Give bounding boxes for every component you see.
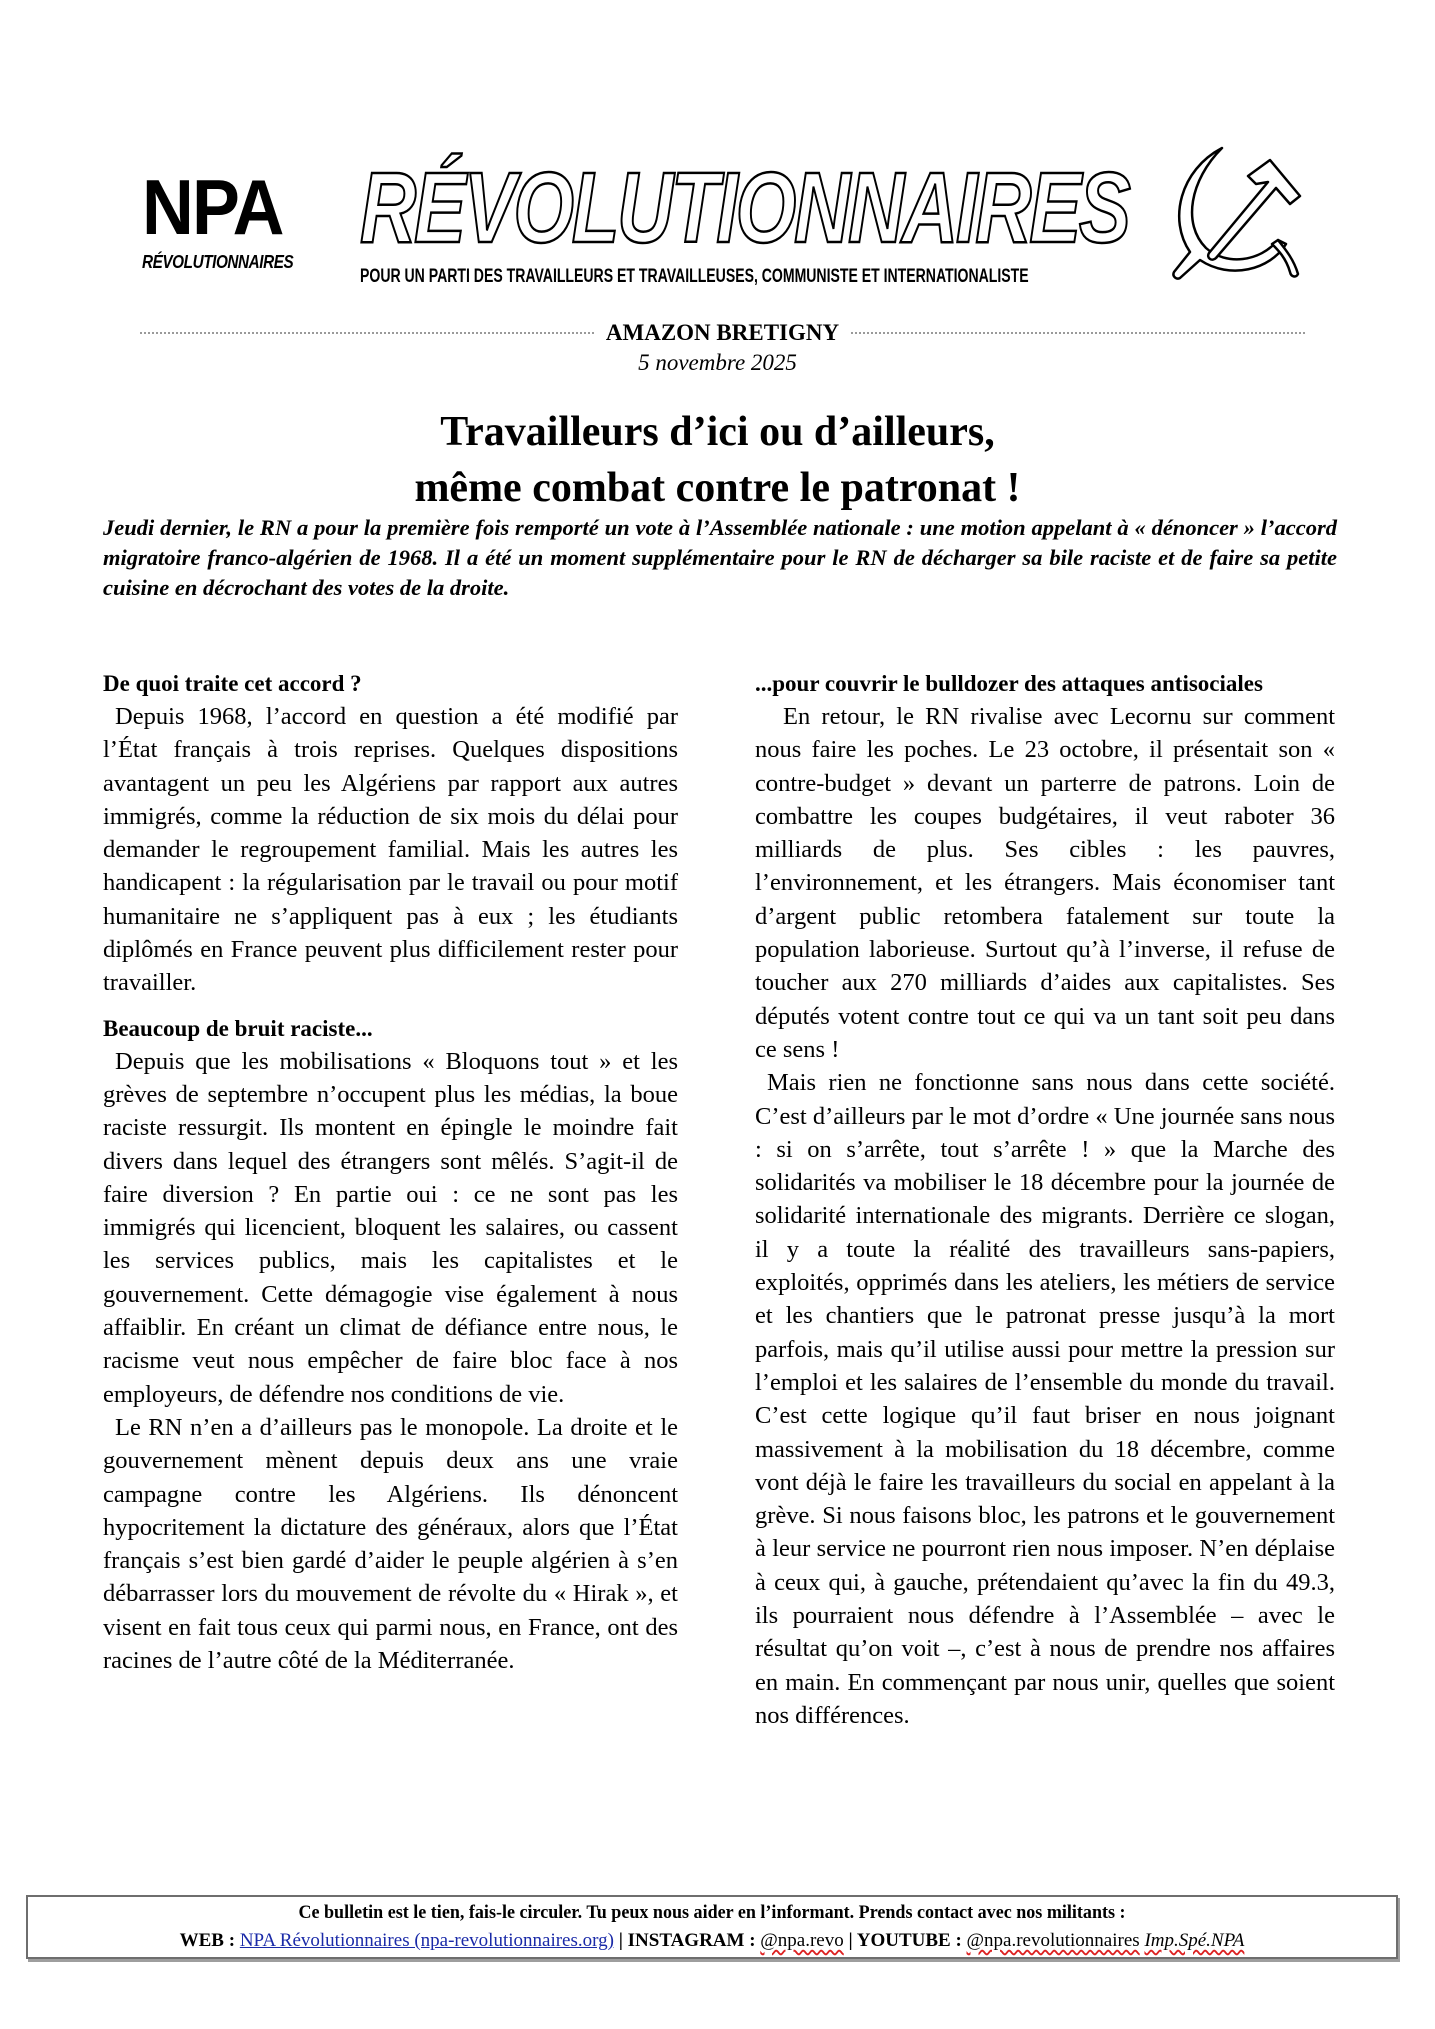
web-label: WEB : — [179, 1930, 240, 1951]
site-row — [140, 318, 1305, 348]
article-paragraph: Le RN n’en a d’ailleurs pas le monopole. La droite et le gouvernement mènent depuis deux ans une vraie campagne contre les Algériens. Ils dénoncent hypocritement la dictature des généraux, alors que l’État français s’est bien gardé d’aider le peuple algérien à s’en débarrasser lors du mouvement de révolte du « Hirak », et visent en fait tous ceux qui parmi nous, en France, ont des racines de l’autre côté de la Méditerranée. — [103, 1413, 678, 1675]
masthead — [360, 152, 1129, 288]
headline — [0, 404, 1435, 516]
imprint: Imp.Spé.NPA — [1144, 1930, 1245, 1951]
article-paragraph: Mais rien ne fonctionne sans nous dans cette société. C’est d’ailleurs par le mot d’ordre « Une journée sans nous : si on s’arrête, tout s’arrête ! » que la Marche des solidarités va mobiliser le 18 décembre pour la journée de solidarité internationale des migrants. Derrière ce slogan, il y a toute la réalité des travailleurs sans-papiers, exploités, opprimés dans les ateliers, les métiers de service et les chantiers que le patronat presse jusqu’à la mort parfois, mais qu’il utilise aussi pour mettre la pression sur l’emploi et les salaires de l’ensemble du monde du travail. C’est cette logique qu’il faut briser en nous joignant massivement à la mobilisation du 18 décembre, comme vont déjà le faire les travailleurs du social en appelant à la grève. Si nous faisons bloc, les patrons et le gouvernement à leur service ne pourront rien nous imposer. N’en déplaise à ceux qui, à gauche, prétendaient qu’avec la fin du 49.3, ils pourraient nous défendre à l’Assemblée – avec le résultat qu’on voit –, c’est à nous de prendre nos affaires en main. En commençant par nous unir, quelles que soient nos différences. — [755, 1069, 1335, 1729]
article-paragraph: En retour, le RN rivalise avec Lecornu sur comment nous faire les poches. Le 23 octobre, il présentait son « contre-budget » devant un parterre de patrons. Loin de combattre les coupes budgétaires, il veut raboter 36 milliards de plus. Ses cibles : les pauvres, l’environnement, et les étrangers. Mais économiser tant d’argent public retombera fatalement sur toute la population laborieuse. Surtout qu’à l’inverse, il refuse de toucher aux 270 milliards d’aides aux capitalistes. Ses députés votent contre tout ce qui va un tant soit peu dans ce sens ! — [755, 703, 1335, 1063]
right-column — [755, 667, 1335, 1732]
headline-line-1: Travailleurs d’ici ou d’ailleurs, — [440, 409, 995, 455]
dotted-divider-right — [851, 332, 1305, 334]
article-paragraph: Depuis 1968, l’accord en question a été modifié par l’État français à trois reprises. Quelques dispositions avantagent un peu les Algériens par rapport aux autres immigrés, comme la réduction de six mois du délai pour demander le regroupement familial. Mais les autres les handicapent : la régularisation par le travail ou pour motif humanitaire ne s’appliquent pas à eux ; les étudiants diplômés en France peuvent plus difficilement rester pour travailler. — [103, 703, 678, 997]
npa-logo — [142, 163, 312, 273]
section-title: Beaucoup de bruit raciste... — [103, 1015, 373, 1041]
intro-paragraph: Jeudi dernier, le RN a pour la première fois remporté un vote à l’Assemblée nationale : une motion appelant à « dénoncer » l’accord migratoire franco-algérien de 1968. Il a été un moment supplémentaire pour le RN de décharger sa bile raciste et de faire sa petite cuisine en décrochant des votes de la droite. — [103, 515, 1337, 600]
logo-revolutionnaires-text: RÉVOLUTIONNAIRES — [142, 252, 294, 272]
left-column — [103, 667, 678, 1677]
instagram-label: INSTAGRAM : — [627, 1930, 761, 1951]
article-paragraph: Depuis que les mobilisations « Bloquons tout » et les grèves de septembre n’occupent plus les médias, la boue raciste ressurgit. Ils montent en épingle le moindre fait divers dans lequel des étrangers sont mêlés. S’agit-il de faire diversion ? En partie oui : ce ne sont pas les immigrés qui licencient, bloquent les salaires, ou cassent les services publics, mais les capitalistes et le gouvernement. Cette démagogie vise également à nous affaiblir. En créant un climat de défiance entre nous, le racisme veut nous empêcher de faire bloc face à nos employeurs, de défendre nos conditions de vie. — [103, 1047, 678, 1408]
separator: | — [843, 1930, 857, 1951]
footer-box — [26, 1895, 1398, 1959]
masthead-tagline: POUR UN PARTI DES TRAVAILLEURS ET TRAVAILLEUSES, COMMUNISTE ET INTERNATIONALISTE — [360, 266, 1029, 287]
separator: | — [613, 1930, 628, 1951]
youtube-handle: @npa.revolutionnaires — [966, 1930, 1140, 1951]
issue-date: 5 novembre 2025 — [638, 350, 797, 375]
masthead-title: RÉVOLUTIONNAIRES — [360, 152, 1129, 264]
section-title: ...pour couvrir le bulldozer des attaques antisociales — [755, 671, 1263, 696]
section-title: De quoi traite cet accord ? — [103, 671, 362, 696]
website-link[interactable]: NPA Révolutionnaires (npa-revolutionnaires.org) — [239, 1930, 614, 1951]
hammer-and-sickle-icon — [1160, 140, 1310, 290]
site-name: AMAZON BRETIGNY — [605, 320, 840, 345]
footer-line-1: Ce bulletin est le tien, fais-le circuler. Tu peux nous aider en l’informant. Prends contact avec nos militants : — [298, 1902, 1126, 1923]
headline-line-2: même combat contre le patronat ! — [414, 465, 1021, 511]
instagram-handle: @npa.revo — [760, 1930, 844, 1951]
logo-npa-text: NPA — [142, 163, 283, 251]
dotted-divider-left — [140, 332, 594, 334]
youtube-label: YOUTUBE : — [856, 1930, 967, 1951]
footer-line-2 — [28, 1927, 1396, 1955]
